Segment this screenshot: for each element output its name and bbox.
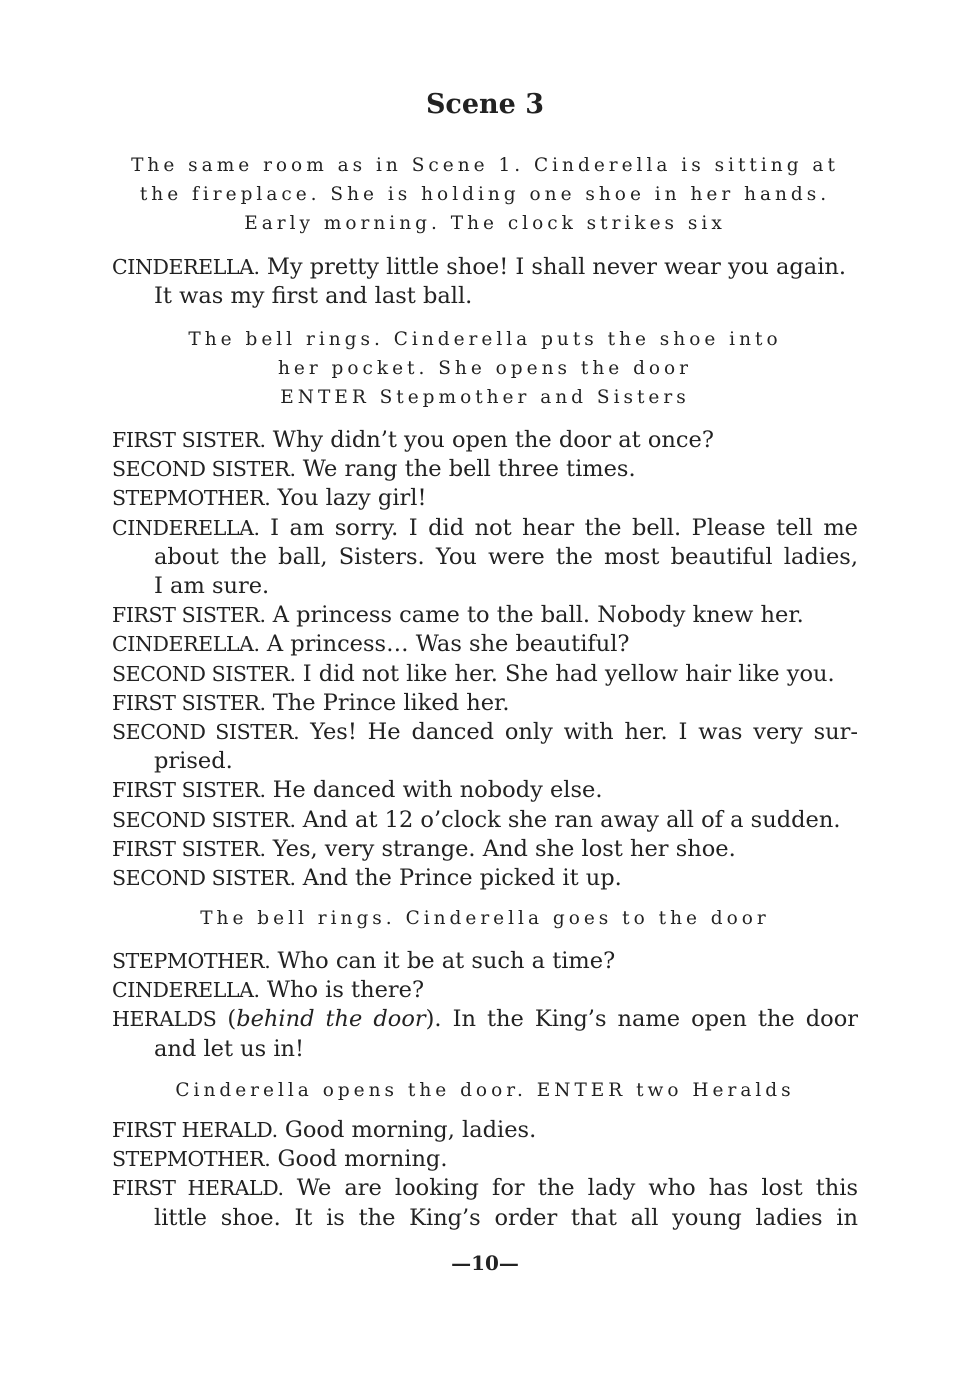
speaker-name: SECOND SISTER. — [112, 807, 296, 832]
dialogue-continuation: little shoe. It is the King’s order that all young ladies in — [154, 1204, 858, 1231]
dialogue-continuation: I am sure. — [154, 573, 270, 600]
dialogue-line — [112, 1005, 858, 1034]
dialogue-block-sisters — [112, 426, 858, 893]
dialogue-line — [112, 835, 858, 864]
dialogue-line — [112, 776, 858, 805]
stage-direction-inline: behind the door — [236, 1006, 426, 1033]
dialogue-line — [112, 455, 858, 484]
dialogue-text: I did not like her. She had yellow hair like you. — [302, 660, 835, 687]
speaker-name: HERALDS — [112, 1007, 217, 1032]
speaker-name: CINDERELLA. — [112, 255, 260, 279]
dialogue-text: I am sorry. I did not hear the bell. Please tell me — [270, 514, 858, 541]
speaker-name: SECOND SISTER. — [112, 457, 296, 482]
speaker-name: FIRST HERALD. — [112, 1176, 284, 1201]
speaker-name: FIRST SISTER. — [112, 836, 266, 861]
stage-direction-line: Cinderella opens the door. ENTER two Heralds — [175, 1080, 795, 1101]
dialogue-line — [112, 689, 858, 718]
stage-direction-line: ENTER Stepmother and Sisters — [280, 387, 690, 408]
dialogue-text: A princess… Was she beautiful? — [266, 631, 630, 658]
dialogue-text: Yes, very strange. And she lost her shoe. — [272, 835, 736, 862]
speaker-name: FIRST SISTER. — [112, 428, 266, 452]
dialogue-text: We are looking for the lady who has lost this — [296, 1175, 858, 1202]
dialogue-parenthesis: ( — [227, 1006, 237, 1033]
speaker-name: CINDERELLA. — [112, 978, 260, 1003]
stage-direction-bell — [112, 325, 858, 412]
dialogue-line — [112, 514, 858, 543]
dialogue-text: Who is there? — [266, 977, 425, 1004]
stage-direction-line: her pocket. She opens the door — [277, 358, 693, 379]
dialogue-line — [112, 806, 858, 835]
dialogue-line — [112, 1116, 858, 1145]
speaker-name: SECOND SISTER. — [112, 866, 296, 891]
cinderella-monologue — [112, 253, 858, 311]
speaker-name: CINDERELLA. — [112, 632, 260, 657]
page-number: —10— — [451, 1251, 519, 1275]
speaker-name: FIRST SISTER. — [112, 778, 266, 803]
scene-title: Scene 3 — [425, 89, 545, 120]
dialogue-line — [112, 484, 858, 513]
stage-direction-line: The bell rings. Cinderella goes to the door — [200, 908, 770, 929]
stage-direction-line: The bell rings. Cinderella puts the shoe into — [188, 329, 782, 350]
speaker-name: SECOND SISTER. — [112, 720, 300, 745]
dialogue-block-herald-order — [112, 1116, 858, 1233]
dialogue-line — [112, 601, 858, 630]
dialogue-line — [112, 864, 858, 893]
dialogue-line — [112, 660, 858, 689]
dialogue-line — [112, 976, 858, 1005]
stage-direction-line: The same room as in Scene 1. Cinderella is sitting at — [131, 155, 839, 176]
speaker-name: STEPMOTHER. — [112, 486, 271, 511]
stage-direction-line: the fireplace. She is holding one shoe in her hands. — [139, 184, 831, 205]
dialogue-text: We rang the bell three times. — [302, 456, 636, 483]
speaker-name: STEPMOTHER. — [112, 949, 271, 973]
dialogue-continuation: and let us in! — [154, 1035, 305, 1062]
stage-direction-heralds — [112, 1076, 858, 1105]
dialogue-text: Good morning. — [277, 1146, 448, 1173]
stage-direction-opening — [112, 151, 858, 238]
dialogue-text: Why didn’t you open the door at once? — [272, 427, 714, 453]
stage-direction-line: Early morning. The clock strikes six — [244, 213, 726, 234]
dialogue-line — [112, 718, 858, 747]
dialogue-text: And the Prince picked it up. — [302, 865, 622, 892]
dialogue-continuation: It was my first and last ball. — [154, 283, 473, 310]
dialogue-text: Yes! He danced only with her. I was very sur- — [310, 719, 858, 746]
dialogue-continuation: prised. — [154, 748, 233, 775]
dialogue-parenthesis: ). — [425, 1006, 442, 1033]
speaker-name: STEPMOTHER. — [112, 1147, 271, 1172]
dialogue-text: The Prince liked her. — [272, 689, 510, 716]
dialogue-line — [112, 1174, 858, 1203]
dialogue-text: In the King’s name open the door — [452, 1006, 858, 1033]
speaker-name: CINDERELLA. — [112, 515, 260, 540]
dialogue-text: Who can it be at such a time? — [277, 948, 616, 974]
dialogue-block-heralds-arrive — [112, 947, 858, 1064]
dialogue-text: You lazy girl! — [277, 485, 427, 512]
dialogue-line — [112, 1145, 858, 1174]
dialogue-line — [112, 253, 858, 282]
speaker-name: SECOND SISTER. — [112, 661, 296, 686]
dialogue-line — [112, 426, 858, 455]
dialogue-text: And at 12 o’clock she ran away all of a sudden. — [302, 806, 841, 833]
dialogue-text: My pretty little shoe! I shall never wear you again. — [266, 254, 847, 280]
dialogue-text: He danced with nobody else. — [272, 777, 603, 804]
speaker-name: FIRST SISTER. — [112, 690, 266, 715]
stage-direction-door — [112, 904, 858, 933]
dialogue-text: A princess came to the ball. Nobody knew her. — [272, 602, 804, 629]
speaker-name: FIRST HERALD. — [112, 1118, 278, 1142]
dialogue-continuation: about the ball, Sisters. You were the most beautiful ladies, — [154, 543, 858, 570]
speaker-name: FIRST SISTER. — [112, 603, 266, 628]
dialogue-line — [112, 630, 858, 659]
dialogue-text: Good morning, ladies. — [284, 1117, 537, 1143]
dialogue-line — [112, 947, 858, 976]
